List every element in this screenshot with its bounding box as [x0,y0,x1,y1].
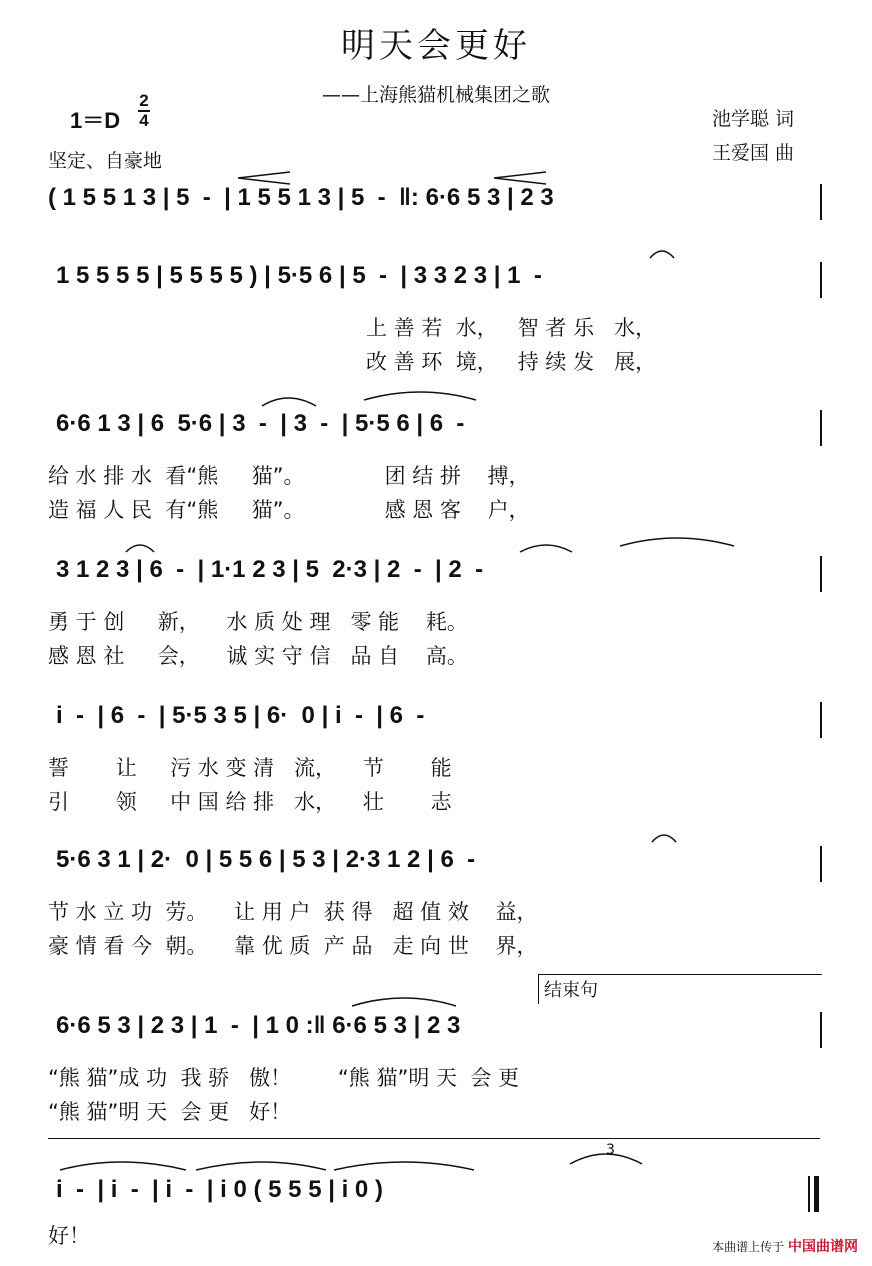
footer-credit [712,1236,858,1256]
slur [262,398,316,406]
notes-line: 6·6 1 3 | 6 5·6 | 3 - | 3 - | 5·5 6 | 6 - [56,410,465,437]
tie [620,538,734,546]
lyrics-verse-1: 好！ [48,1224,90,1248]
tie [364,392,476,400]
lyrics-verse-2: “熊 猫”明 天 会 更 好！ [48,1100,292,1124]
key-signature: 1＝D [70,108,121,133]
footer-uploaded-text: 本曲谱上传于 [712,1240,785,1254]
song-title: 明天会更好 [341,26,531,66]
notes-line: 5·6 3 1 | 2· 0 | 5 5 6 | 5 3 | 2·3 1 2 | 6 - [56,846,476,873]
lyrics-verse-2: 感 恩 社 会， 诚 实 守 信 品 自 高。 [48,644,468,668]
tie [334,1162,474,1170]
slur [652,835,676,842]
notes-line: i - | 6 - | 5·5 3 5 | 6· 0 | i - | 6 - [56,702,425,729]
notes-line: ( 1 5 5 1 3 | 5 - | 1 5 5 1 3 | 5 - ‖: 6·6 5 3 | 2 3 [48,184,554,211]
lyrics-verse-1: 节 水 立 功 劳。 让 用 户 获 得 超 值 效 益， [48,900,538,924]
lyrics-verse-2: 豪 情 看 今 朝。 靠 优 质 产 品 走 向 世 界， [48,934,538,958]
slur [650,251,674,258]
crescendo-mark [494,172,546,184]
lyrics-verse-1: 勇 于 创 新， 水 质 处 理 零 能 耗。 [48,610,468,634]
tempo-marking: 坚定、自豪地 [48,150,163,172]
slur [126,545,154,552]
slur [520,545,572,552]
crescendo-mark [238,172,290,184]
notes-line: 1 5 5 5 5 | 5 5 5 5 ) | 5·5 6 | 5 - | 3 3 2 3 | 1 - [56,262,542,289]
lyrics-verse-1: 给 水 排 水 看“熊 猫”。 团 结 拼 搏， [48,464,530,488]
footer-site-name[interactable]: 中国曲谱网 [788,1239,858,1255]
ending-label: 结束句 [544,980,598,1001]
tie [196,1162,326,1170]
lyrics-verse-2: 引 领 中 国 给 排 水， 壮 志 [48,790,452,814]
lyrics-verse-2: 改 善 环 境， 持 续 发 展， [366,350,657,374]
lyrics-verse-1: 上 善 若 水， 智 者 乐 水， [366,316,657,340]
lyrics-verse-2: 造 福 人 民 有“熊 猫”。 感 恩 客 户， [48,498,530,522]
time-signature-top: 2 [139,91,149,110]
lyrics-verse-1: “熊 猫”成 功 我 骄 傲！ “熊 猫”明 天 会 更 [48,1066,520,1090]
notes-line: 6·6 5 3 | 2 3 | 1 - | 1 0 :‖ 6·6 5 3 | 2 3 [56,1012,461,1039]
tie [352,998,456,1006]
lyricist-credit: 池学聪 词 [712,108,795,130]
tie [60,1162,186,1170]
triplet-bracket [570,1154,642,1164]
triplet-mark: 3 [606,1142,615,1158]
composer-credit: 王爱国 曲 [712,142,795,164]
notes-line: 3 1 2 3 | 6 - | 1·1 2 3 | 5 2·3 | 2 - | 2 - [56,556,484,583]
time-signature-bottom: 4 [139,111,149,130]
lyrics-verse-1: 誓 让 污 水 变 清 流， 节 能 [48,756,452,780]
notes-line: i - | i - | i - | i 0 ( 5 5 5 | i 0 ) [56,1176,383,1203]
song-subtitle: ——上海熊猫机械集团之歌 [321,84,550,106]
